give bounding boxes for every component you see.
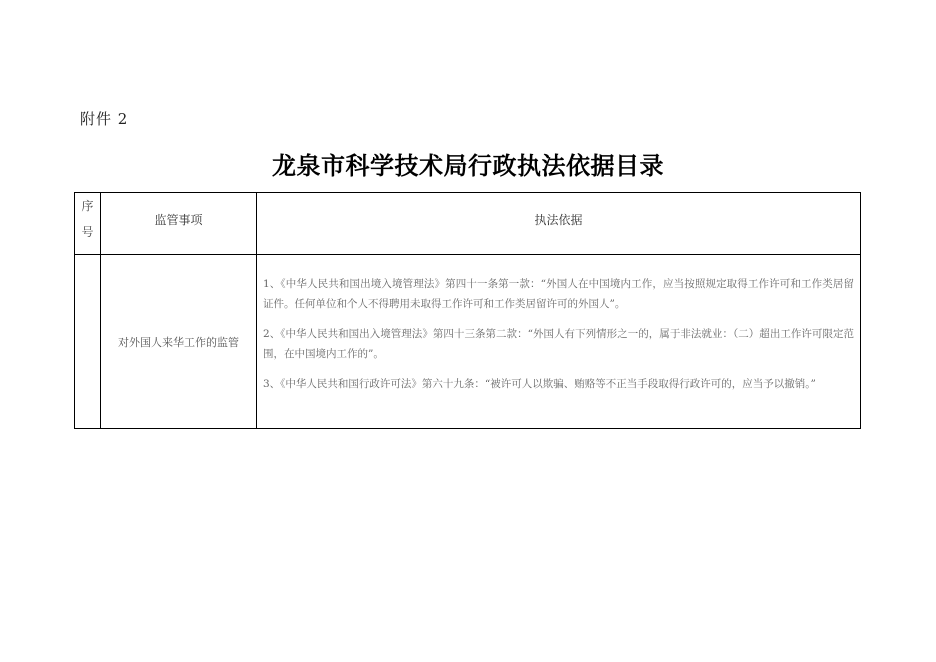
attachment-label: 附件 2 (80, 110, 129, 128)
document-title: 龙泉市科学技术局行政执法依据目录 (272, 151, 664, 180)
basis-clause-3: 3、《中华人民共和国行政许可法》第六十九条：“被许可人以欺骗、贿赂等不正当手段取得行政许可的，应当予以撤销。” (263, 378, 816, 390)
header-basis: 执法依据 (257, 193, 861, 255)
basis-clause-1: 1、《中华人民共和国出境入境管理法》第四十一条第一款：“外国人在中国境内工作，应当按照规定取得工作许可和工作类居留证件。任何单位和个人不得聘用未取得工作许可和工作类居留许可的外国人”。 (263, 278, 854, 310)
header-item: 监管事项 (101, 193, 257, 255)
enforcement-basis-table (74, 192, 861, 429)
header-seq (75, 193, 101, 255)
header-seq-line2: 号 (81, 225, 94, 239)
table-header-row (75, 193, 861, 255)
table-row (75, 255, 861, 429)
row-item: 对外国人来华工作的监管 (101, 255, 257, 429)
row-seq (75, 255, 101, 429)
header-seq-line1: 序 (81, 199, 94, 213)
basis-clause-2: 2、《中华人民共和国出入境管理法》第四十三条第二款：“外国人有下列情形之一的，属于非法就业：（二）超出工作许可限定范围，在中国境内工作的”。 (263, 328, 854, 360)
row-basis (257, 255, 861, 429)
